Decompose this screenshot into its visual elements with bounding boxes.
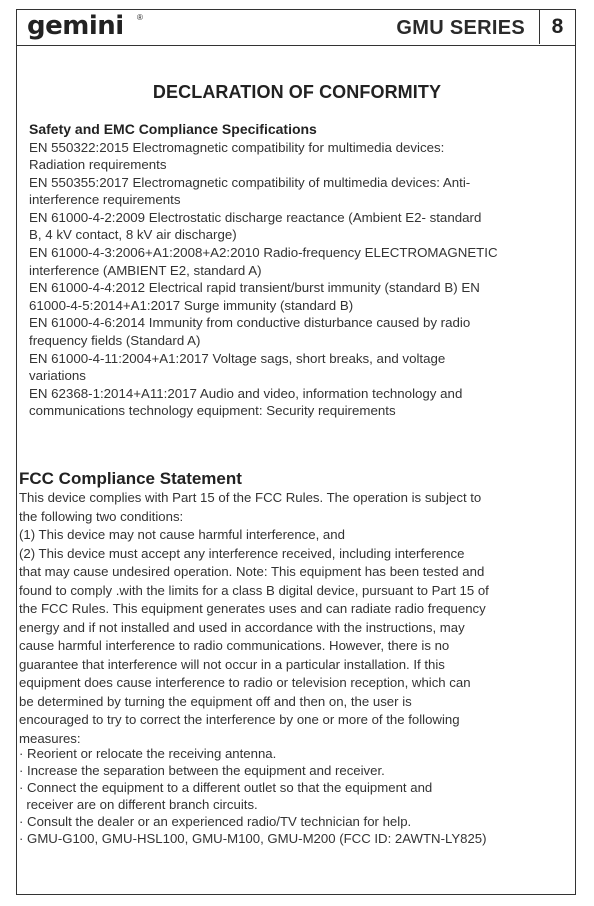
page-number: 8	[539, 10, 575, 44]
safety-section	[29, 121, 569, 420]
fcc-heading: FCC Compliance Statement	[19, 469, 242, 488]
safety-spec-line: EN 61000-4-3:2006+A1:2008+A2:2010 Radio-frequency ELECTROMAGNETIC	[29, 245, 498, 261]
safety-spec-line: interference (AMBIENT E2, standard A)	[29, 262, 262, 278]
fcc-text-line: measures:	[19, 730, 81, 746]
safety-spec-line: 61000-4-5:2014+A1:2017 Surge immunity (standard B)	[29, 297, 354, 313]
fcc-text-line: the FCC Rules. This equipment generates uses and can radiate radio frequency	[19, 601, 486, 616]
fcc-text-line: that may cause undesired operation. Note: This equipment has been tested and	[19, 564, 485, 579]
fcc-measure-item: · Connect the equipment to a different outlet so that the equipment and	[19, 780, 433, 795]
safety-spec-line: variations	[29, 368, 86, 384]
safety-spec-line: Radiation requirements	[29, 157, 167, 173]
fcc-text-line: cause harmful interference to radio communications. However, there is no	[19, 638, 450, 653]
fcc-body	[19, 489, 573, 748]
safety-spec-line: EN 550322:2015 Electromagnetic compatibility for multimedia devices:	[29, 139, 445, 155]
fcc-text-line: found to comply .with the limits for a class B digital device, pursuant to Part 15 of	[19, 582, 489, 598]
fcc-measure-item: · GMU-G100, GMU-HSL100, GMU-M100, GMU-M200 (FCC ID: 2AWTN-LY825)	[19, 831, 487, 846]
declaration-title: DECLARATION OF CONFORMITY	[152, 82, 442, 102]
safety-spec-line: frequency fields (Standard A)	[29, 333, 201, 349]
series-title: GMU SERIES	[396, 17, 525, 39]
safety-spec-line: EN 61000-4-4:2012 Electrical rapid transient/burst immunity (standard B) EN	[29, 280, 480, 296]
fcc-text-line: (2) This device must accept any interference received, including interference	[19, 545, 465, 561]
fcc-measure-item: receiver are on different branch circuits.	[19, 797, 258, 812]
safety-spec-line: EN 61000-4-2:2009 Electrostatic discharge reactance (Ambient E2- standard	[29, 209, 482, 225]
gemini-logo: gemini	[27, 11, 124, 41]
fcc-text-line: the following two conditions:	[19, 508, 184, 524]
fcc-text-line: encouraged to try to correct the interference by one or more of the following	[19, 712, 460, 727]
fcc-measure-item: · Consult the dealer or an experienced radio/TV technician for help.	[19, 814, 412, 829]
registered-mark: ®	[137, 13, 143, 22]
page-header	[17, 10, 575, 46]
fcc-text-line: energy and if not installed and used in accordance with the instructions, may	[19, 619, 465, 635]
fcc-measures-list	[19, 745, 573, 847]
safety-spec-line: EN 62368-1:2014+A11:2017 Audio and video, information technology and	[29, 385, 463, 401]
safety-spec-line: EN 61000-4-11:2004+A1:2017 Voltage sags, short breaks, and voltage	[29, 350, 446, 366]
safety-spec-line: B, 4 kV contact, 8 kV air discharge)	[29, 227, 237, 243]
fcc-text-line: This device complies with Part 15 of the FCC Rules. The operation is subject to	[19, 490, 482, 505]
page-frame	[16, 9, 576, 895]
fcc-text-line: guarantee that interference will not occur in a particular installation. If this	[19, 656, 445, 672]
safety-list	[29, 139, 569, 421]
fcc-text-line: be determined by turning the equipment off and then on, the user is	[19, 693, 412, 709]
fcc-section	[19, 469, 573, 748]
safety-heading: Safety and EMC Compliance Specifications	[29, 121, 317, 137]
safety-spec-line: EN 61000-4-6:2014 Immunity from conductive disturbance caused by radio	[29, 315, 471, 331]
fcc-text-line: equipment does cause interference to radio or television reception, which can	[19, 675, 471, 690]
fcc-text-line: (1) This device may not cause harmful interference, and	[19, 527, 345, 542]
fcc-measure-item: · Reorient or relocate the receiving antenna.	[19, 746, 277, 761]
safety-spec-line: interference requirements	[29, 192, 181, 208]
safety-spec-line: EN 550355:2017 Electromagnetic compatibility of multimedia devices: Anti-	[29, 174, 471, 190]
safety-spec-line: communications technology equipment: Security requirements	[29, 403, 396, 419]
fcc-measure-item: · Increase the separation between the equipment and receiver.	[19, 763, 385, 778]
